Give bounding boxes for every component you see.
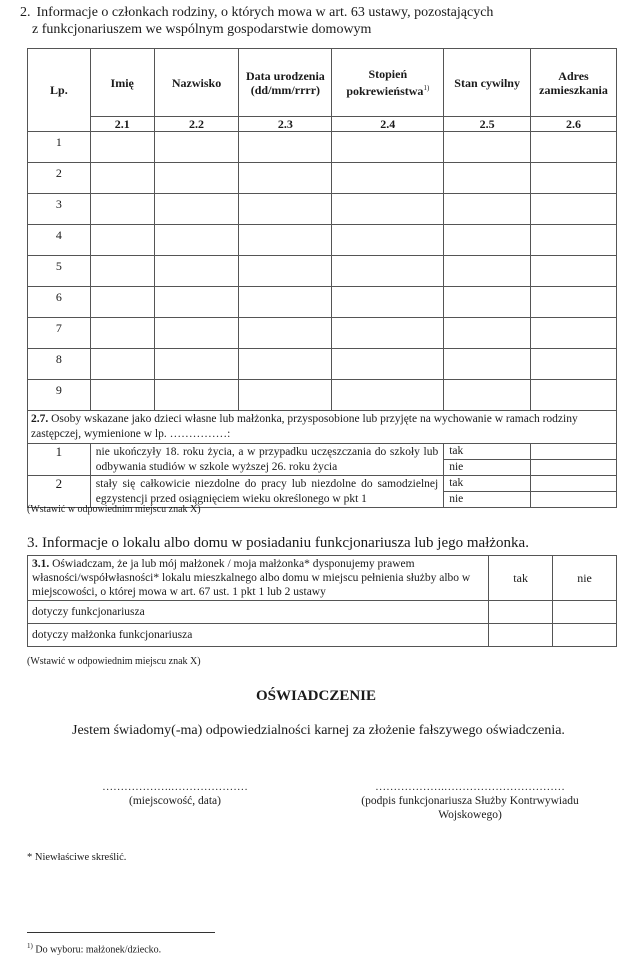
family-cell-2.5[interactable]	[444, 225, 531, 256]
row-number: 1	[28, 132, 91, 163]
footnote-divider	[27, 932, 215, 933]
family-cell-2.4[interactable]	[332, 225, 444, 256]
family-cell-2.1[interactable]	[90, 194, 154, 225]
property-spouse-no-box[interactable]	[553, 624, 617, 647]
family-cell-2.6[interactable]	[531, 349, 617, 380]
condition-2-yes-box[interactable]	[531, 476, 617, 492]
row-number: 5	[28, 256, 91, 287]
family-cell-2.3[interactable]	[239, 287, 332, 318]
family-cell-2.4[interactable]	[332, 132, 444, 163]
item-2-7: 2.7. Osoby wskazane jako dzieci własne lub małżonka, przysposobione lub przyjęte na wychowanie w ramach rodziny zastępczej, wymienione w lp. ……………:	[28, 411, 617, 444]
family-row	[28, 225, 617, 256]
property-spouse-yes-box[interactable]	[489, 624, 553, 647]
property-officer-no-box[interactable]	[553, 601, 617, 624]
family-row	[28, 349, 617, 380]
subheader-2-4: 2.4	[332, 117, 444, 132]
family-cell-2.6[interactable]	[531, 287, 617, 318]
family-cell-2.2[interactable]	[154, 194, 239, 225]
family-row	[28, 287, 617, 318]
header-relationship: Stopień pokrewieństwa$^{1)}$	[332, 49, 444, 117]
family-cell-2.5[interactable]	[444, 287, 531, 318]
property-table	[27, 555, 617, 647]
family-cell-2.1[interactable]	[90, 287, 154, 318]
footnote-1: $^{1)}$ Do wyboru: małżonek/dziecko.	[27, 942, 162, 956]
place-date-signature[interactable]	[70, 780, 280, 808]
family-cell-2.6[interactable]	[531, 256, 617, 287]
condition-1-no-box[interactable]	[531, 460, 617, 476]
property-officer-yes-box[interactable]	[489, 601, 553, 624]
family-cell-2.1[interactable]	[90, 318, 154, 349]
family-row	[28, 318, 617, 349]
family-cell-2.2[interactable]	[154, 380, 239, 411]
family-cell-2.6[interactable]	[531, 132, 617, 163]
subheader-2-6: 2.6	[531, 117, 617, 132]
row-number: 3	[28, 194, 91, 225]
family-row	[28, 256, 617, 287]
family-cell-2.1[interactable]	[90, 380, 154, 411]
condition-1-yes-box[interactable]	[531, 444, 617, 460]
family-cell-2.2[interactable]	[154, 163, 239, 194]
declaration-text: Jestem świadomy(-ma) odpowiedzialności karnej za złożenie fałszywego oświadczenia.	[72, 723, 565, 738]
family-cell-2.5[interactable]	[444, 163, 531, 194]
family-members-table	[27, 48, 617, 508]
condition-1-number: 1	[28, 444, 91, 476]
signature-label-line2: Wojskowego)	[438, 809, 502, 821]
family-cell-2.5[interactable]	[444, 132, 531, 163]
family-cell-2.4[interactable]	[332, 318, 444, 349]
family-cell-2.4[interactable]	[332, 163, 444, 194]
section-3-note: (Wstawić w odpowiednim miejscu znak X)	[27, 656, 201, 667]
family-cell-2.5[interactable]	[444, 349, 531, 380]
item-3-1: 3.1. Oświadczam, że ja lub mój małżonek / moja małżonka* dysponujemy prawem własności/współwłasności* lokalu mieszkalnego albo domu w miejscu pełnienia służby albo w miejscowości, o której mowa w art. 67 ust. 1 pkt 1 lub 2 ustawy	[28, 556, 489, 601]
condition-2-no-box[interactable]	[531, 492, 617, 508]
header-lp: Lp.	[28, 49, 91, 132]
row-number: 7	[28, 318, 91, 349]
family-cell-2.2[interactable]	[154, 287, 239, 318]
signature-label-line1: (podpis funkcjonariusza Służby Kontrwywiadu	[361, 795, 579, 807]
family-cell-2.1[interactable]	[90, 225, 154, 256]
subheader-2-2: 2.2	[154, 117, 239, 132]
family-cell-2.2[interactable]	[154, 225, 239, 256]
family-cell-2.2[interactable]	[154, 318, 239, 349]
family-cell-2.6[interactable]	[531, 163, 617, 194]
row-number: 4	[28, 225, 91, 256]
family-cell-2.4[interactable]	[332, 380, 444, 411]
family-cell-2.3[interactable]	[239, 132, 332, 163]
family-cell-2.4[interactable]	[332, 256, 444, 287]
section-3-title: 3. Informacje o lokalu albo domu w posiadaniu funkcjonariusza lub jego małżonka.	[27, 535, 529, 551]
subheader-2-5: 2.5	[444, 117, 531, 132]
section-2-number: 2.	[20, 5, 31, 20]
family-cell-2.5[interactable]	[444, 256, 531, 287]
family-cell-2.2[interactable]	[154, 349, 239, 380]
family-cell-2.4[interactable]	[332, 349, 444, 380]
subheader-2-1: 2.1	[90, 117, 154, 132]
family-cell-2.2[interactable]	[154, 132, 239, 163]
row-number: 2	[28, 163, 91, 194]
row-number: 9	[28, 380, 91, 411]
family-cell-2.1[interactable]	[90, 349, 154, 380]
family-cell-2.1[interactable]	[90, 256, 154, 287]
place-date-dots: ……………….…………………	[102, 781, 248, 793]
condition-2-text: stały się całkowicie niezdolne do pracy lub niezdolne do samodzielnej egzystencji przed osiągnięciem wieku określonego w pkt 1	[90, 476, 443, 508]
family-cell-2.3[interactable]	[239, 256, 332, 287]
header-last-name: Nazwisko	[154, 49, 239, 117]
condition-1-no-label: nie	[444, 460, 531, 476]
header-birth-date: Data urodzenia (dd/mm/rrrr)	[239, 49, 332, 117]
family-cell-2.3[interactable]	[239, 225, 332, 256]
condition-2-no-label: nie	[444, 492, 531, 508]
family-cell-2.5[interactable]	[444, 380, 531, 411]
family-cell-2.5[interactable]	[444, 194, 531, 225]
family-row	[28, 163, 617, 194]
subheader-2-3: 2.3	[239, 117, 332, 132]
header-address: Adres zamieszkania	[531, 49, 617, 117]
family-cell-2.3[interactable]	[239, 163, 332, 194]
family-cell-2.1[interactable]	[90, 132, 154, 163]
signature-dots: ……………….……………………………	[375, 781, 565, 793]
family-cell-2.4[interactable]	[332, 194, 444, 225]
family-cell-2.6[interactable]	[531, 225, 617, 256]
header-first-name: Imię	[90, 49, 154, 117]
family-cell-2.3[interactable]	[239, 349, 332, 380]
section-2-title: 2. Informacje o członkach rodziny, o których mowa w art. 63 ustawy, pozostających z funkcjonariuszem we wspólnym gospodarstwie domowym	[20, 5, 494, 37]
header-marital-status: Stan cywilny	[444, 49, 531, 117]
section-2-note: (Wstawić w odpowiednim miejscu znak X)	[27, 504, 201, 515]
family-cell-2.3[interactable]	[239, 194, 332, 225]
property-no-header: nie	[553, 556, 617, 601]
family-cell-2.6[interactable]	[531, 318, 617, 349]
place-date-label: (miejscowość, data)	[129, 795, 221, 807]
property-row-spouse: dotyczy małżonka funkcjonariusza	[28, 624, 489, 647]
family-cell-2.6[interactable]	[531, 380, 617, 411]
row-number: 8	[28, 349, 91, 380]
family-row	[28, 132, 617, 163]
row-number: 6	[28, 287, 91, 318]
condition-1-yes-label: tak	[444, 444, 531, 460]
family-cell-2.3[interactable]	[239, 380, 332, 411]
condition-2-number: 2	[28, 476, 91, 508]
family-cell-2.1[interactable]	[90, 163, 154, 194]
property-yes-header: tak	[489, 556, 553, 601]
family-cell-2.4[interactable]	[332, 287, 444, 318]
family-row	[28, 194, 617, 225]
family-cell-2.3[interactable]	[239, 318, 332, 349]
family-cell-2.2[interactable]	[154, 256, 239, 287]
declaration-heading: OŚWIADCZENIE	[255, 688, 377, 704]
family-row	[28, 380, 617, 411]
family-cell-2.5[interactable]	[444, 318, 531, 349]
officer-signature[interactable]	[340, 780, 600, 822]
condition-2-yes-label: tak	[444, 476, 531, 492]
condition-1-text: nie ukończyły 18. roku życia, a w przypadku uczęszczania do szkoły lub odbywania studiów w szkole wyższej 26. roku życia	[90, 444, 443, 476]
asterisk-footnote: * Niewłaściwe skreślić.	[27, 852, 127, 863]
property-row-officer: dotyczy funkcjonariusza	[28, 601, 489, 624]
family-cell-2.6[interactable]	[531, 194, 617, 225]
